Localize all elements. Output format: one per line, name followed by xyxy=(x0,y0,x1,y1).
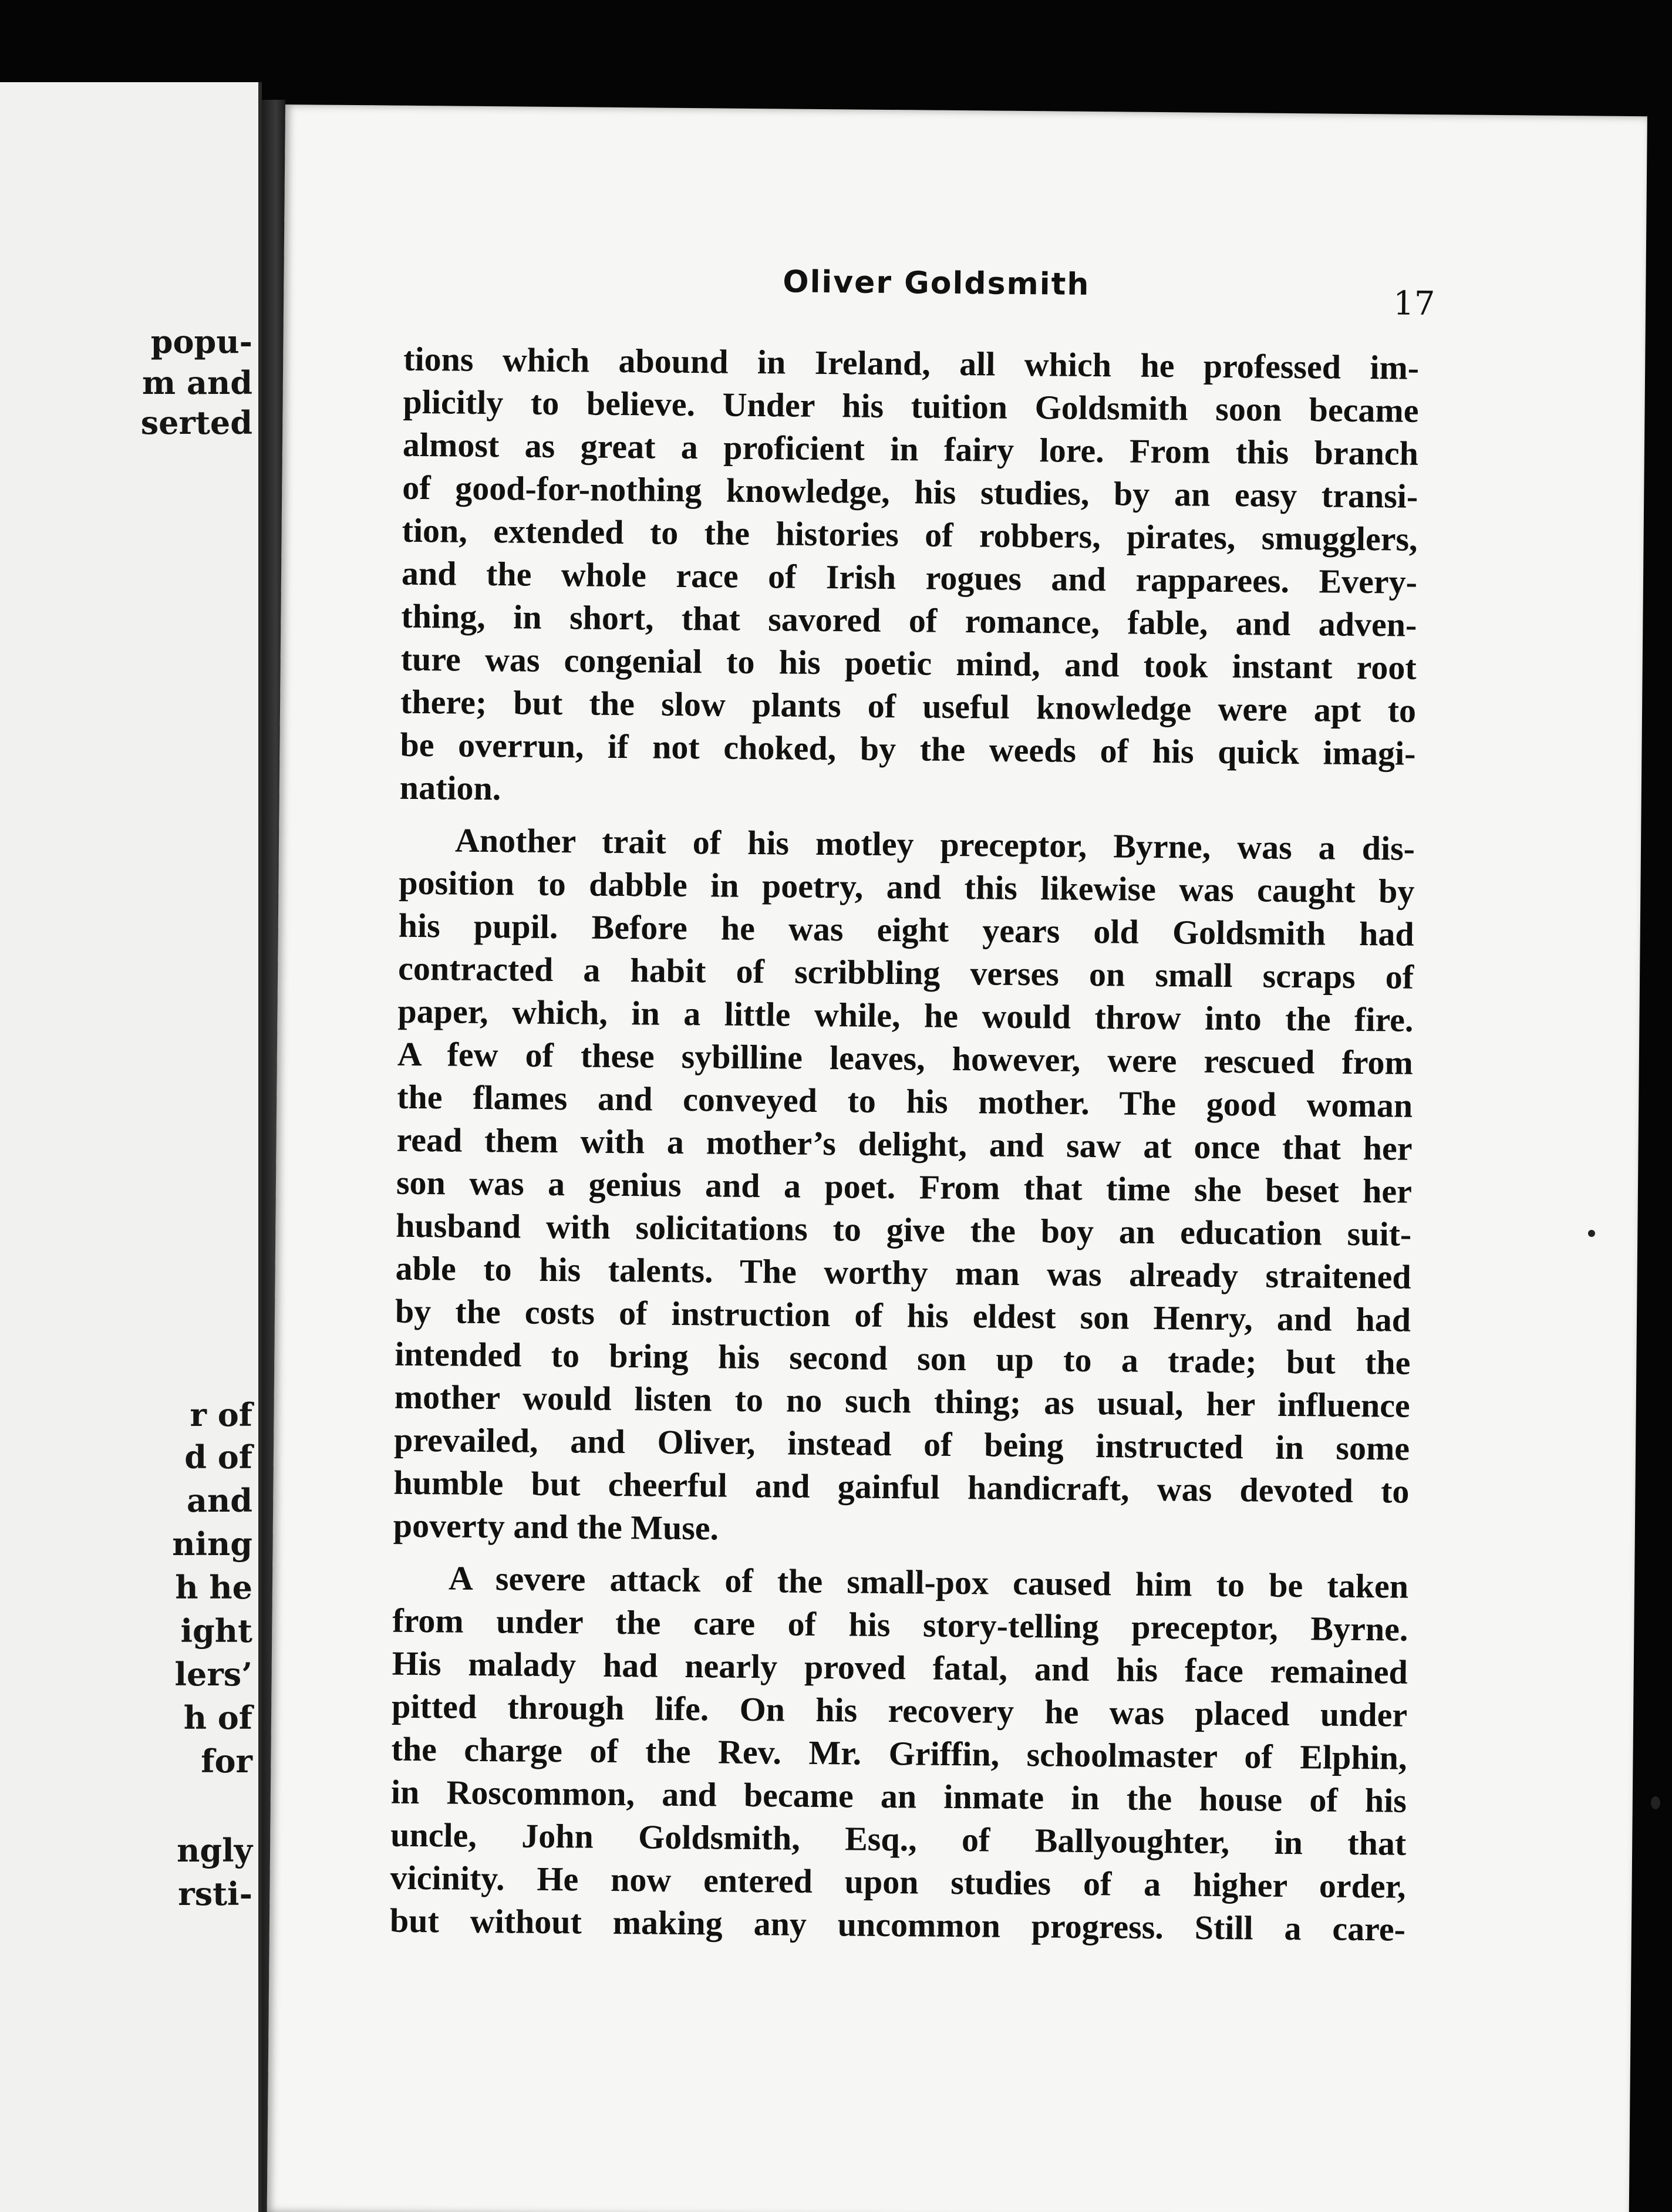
left-fragment: d of xyxy=(184,1438,252,1476)
left-fragment: m and xyxy=(142,364,252,402)
paragraph xyxy=(400,338,1420,818)
left-fragment: ning xyxy=(172,1525,252,1563)
text-line: A severe attack of the small-pox caused him to be taken xyxy=(448,1559,1409,1606)
text-line: poverty and the Muse. xyxy=(393,1506,719,1547)
text-line: intended to bring his second son up to a trade; but the xyxy=(395,1334,1411,1382)
text-line: and the whole race of Irish rogues and rapparees. Every- xyxy=(401,554,1418,601)
text-line: of good-for-nothing knowledge, his studies, by an easy transi- xyxy=(402,468,1418,515)
text-line: nation. xyxy=(399,768,501,808)
text-line: son was a genius and a poet. From that time she beset her xyxy=(396,1163,1413,1210)
text-line: paper, which, in a little while, he would throw into the fire. xyxy=(397,992,1414,1039)
text-line: uncle, John Goldsmith, Esq., of Ballyoughter, in that xyxy=(390,1815,1407,1863)
text-line: from under the care of his story-telling preceptor, Byrne. xyxy=(392,1601,1408,1648)
text-line: tions which abound in Ireland, all which he professed im- xyxy=(403,339,1420,387)
text-line: the flames and conveyed to his mother. The good woman xyxy=(396,1077,1413,1125)
left-fragment: serted xyxy=(140,404,252,441)
left-fragment: for xyxy=(201,1742,252,1780)
text-line: in Roscommon, and became an inmate in the house of his xyxy=(390,1772,1407,1820)
text-line: by the costs of instruction of his eldest son Henry, and had xyxy=(395,1292,1411,1339)
left-fragment: h he xyxy=(175,1569,252,1606)
left-fragment: ngly xyxy=(177,1832,252,1869)
text-line: His malady had nearly proved fatal, and his face remained xyxy=(392,1644,1408,1691)
text-line: husband with solicitations to give the boy an education suit- xyxy=(396,1206,1412,1253)
text-line: A few of these sybilline leaves, however, were rescued from xyxy=(397,1034,1414,1082)
left-fragment: and xyxy=(186,1482,252,1519)
text-line: be overrun, if not choked, by the weeds of his quick imagi- xyxy=(400,725,1416,773)
text-line: position to dabble in poetry, and this likewise was caught by xyxy=(399,863,1415,911)
text-line: prevailed, and Oliver, instead of being instructed in some xyxy=(393,1420,1410,1468)
left-fragment: popu- xyxy=(150,323,252,360)
left-fragment: lers’ xyxy=(174,1655,252,1693)
text-line: thing, in short, that savored of romance, fable, and adven- xyxy=(401,596,1417,644)
paragraph xyxy=(390,1556,1409,1951)
previous-page-fragment xyxy=(0,82,262,2212)
left-fragment: r of xyxy=(190,1396,252,1434)
text-line: the charge of the Rev. Mr. Griffin, schoolmaster of Elphin, xyxy=(391,1729,1407,1777)
text-line: tion, extended to the histories of robbers, pirates, smugglers, xyxy=(402,511,1418,558)
text-line: ture was congenial to his poetic mind, and took instant root xyxy=(400,639,1417,687)
text-line: vicinity. He now entered upon studies of a higher order, xyxy=(390,1858,1406,1906)
text-line: pitted through life. On his recovery he was placed under xyxy=(391,1687,1408,1734)
text-line: his pupil. Before he was eight years old Goldsmith had xyxy=(398,906,1415,953)
running-head: Oliver Goldsmith xyxy=(783,264,1090,302)
text-line: read them with a mother’s delight, and saw at once that her xyxy=(396,1120,1413,1168)
text-line: humble but cheerful and gainful handicraft, was devoted to xyxy=(393,1463,1410,1510)
text-line: able to his talents. The worthy man was already straitened xyxy=(395,1249,1411,1296)
scan-speck xyxy=(1588,1230,1595,1237)
text-line: there; but the slow plants of useful knowledge were apt to xyxy=(400,682,1417,730)
text-line: almost as great a proficient in fairy lore. From this branch xyxy=(402,425,1419,473)
paragraph xyxy=(393,818,1415,1556)
text-line: contracted a habit of scribbling verses on small scraps of xyxy=(397,949,1414,996)
left-fragment: rsti- xyxy=(178,1875,252,1913)
left-fragment: ight xyxy=(180,1612,252,1650)
left-fragment: h of xyxy=(183,1699,252,1736)
body-text xyxy=(390,338,1420,1951)
text-line: mother would listen to no such thing; as usual, her influence xyxy=(394,1377,1411,1425)
page xyxy=(267,104,1647,2212)
text-line: but without making any uncommon progress. Still a care- xyxy=(389,1901,1406,1948)
page-number: 17 xyxy=(1393,284,1435,323)
text-line: Another trait of his motley preceptor, Byrne, was a dis- xyxy=(454,821,1415,868)
scan-speck xyxy=(1651,1796,1660,1809)
text-line: plicitly to believe. Under his tuition Goldsmith soon became xyxy=(403,382,1419,430)
